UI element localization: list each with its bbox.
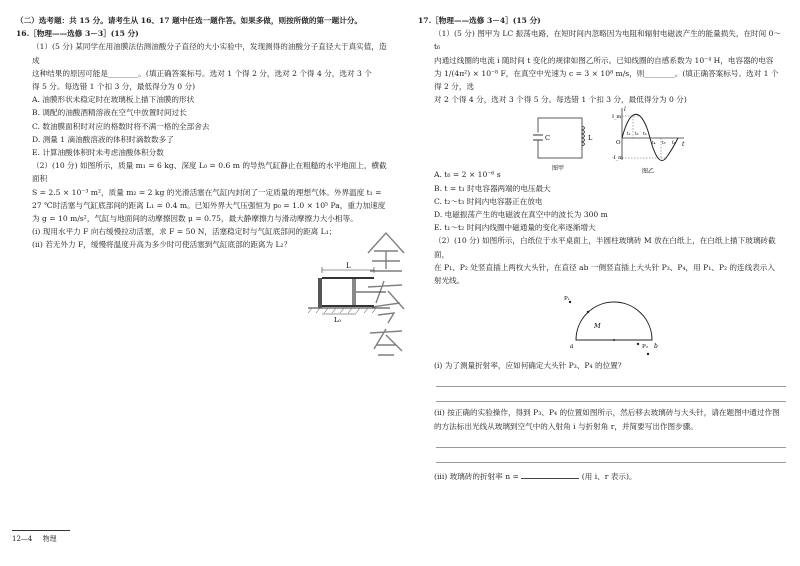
q16-p2-line: S = 2.5 × 10⁻³ m²，质量 m₂ = 2 kg 的光滑活塞在气缸内封闭了一定质量的理想气体。外界温度 t₁ = [32,187,382,197]
tick-t6: t₆ [672,141,676,146]
fig-label-l0: L₀ [334,316,341,324]
q17-p1-line: 内通过线圈的电流 i 随时间 t 变化的规律如图乙所示。已知线圈的自感系数为 10⁻⁴ H，电容器的电容 [434,55,774,65]
q16-p2-line: （2）(10 分) 如图所示，质量 m₁ = 6 kg、深度 L₀ = 0.6 m 的导热气缸静止在粗糙的水平地面上，横截面积 [32,161,387,184]
q16-options [16,93,394,159]
watermark-stamp [358,225,414,365]
q17-sub3-pre: (iii) 玻璃砖的折射率 n = [434,471,519,481]
subject-label: 物理 [42,535,57,543]
q17-heading: 17.［物理——选修 3－4］(15 分) [418,16,541,25]
label-im: I_m [612,114,622,120]
pin-p4 [647,353,649,355]
label-b: b [654,343,658,350]
q16-part2 [16,159,394,251]
answer-line[interactable] [436,433,786,448]
q17-p1-line: 为 1/(4π²) × 10⁻⁸ F，在真空中光速为 c = 3 × 10⁸ m/s，则________。(填正确答案标号。选对 1 个得 2 分，选 [434,68,779,92]
q17-option: A. t₆ = 2 × 10⁻⁶ s [434,170,501,180]
label-c: C [545,134,550,142]
axis-label-i: i [624,106,626,113]
left-column [16,14,394,252]
tick-t5: t₅ [662,141,666,146]
tick-t1: t₁ [627,132,631,137]
answer-line[interactable] [436,372,786,387]
q16-option: A. 油膜形状未稳定时在玻璃板上描下油膜的形状 [32,95,195,105]
pin-p2 [587,311,589,313]
axis-label-t: t [682,141,685,148]
tick-t4: t₄ [652,141,656,146]
label-m: M [594,322,601,330]
q16-p2-line: 27 ℃时活塞与气缸底部间的距离 L₁ = 0.4 m。已知外界大气压强恒为 p₀ = 1.0 × 10⁵ Pa，重力加速度 [32,200,386,210]
label-p2: P₂ [642,344,648,350]
q16-option: E. 计算油酸体积时未考虑油酸体积分数 [32,148,164,158]
q17-p1-line: 对 2 个得 4 分，选对 3 个得 5 分。每选错 1 个扣 3 分，最低得分为 0 分) [434,95,687,105]
q16-p1-line: （1）(5 分) 某同学在用油膜法估测油酸分子直径的大小实验中，发现测得的油酸分子直径大于真实值，造成 [32,42,387,65]
label-neg-im: -I_m [612,155,623,161]
q16-heading: 16.［物理——选修 3－3］(15 分) [16,29,139,39]
q16-p1-line: 得 5 分。每选错 1 个扣 3 分，最低得分为 0 分) [32,82,196,92]
right-column [418,14,786,483]
q17-option: B. t = t₁ 时电容器两端的电压最大 [434,183,551,193]
q16-option: C. 数油膜面积时对应的格数时将不满一格的全部舍去 [32,121,210,131]
q17-sub1: (i) 为了测量折射率，应如何确定大头针 P₃、P₄ 的位置？ [434,361,626,371]
q17-sub2-line: 的方法标出光线从玻璃到空气中的入射角 i 与折射角 r，并简要写出作图步骤。 [434,421,698,431]
q16-part1 [16,40,394,93]
page-footer [12,530,70,544]
section-header: （二）选考题：共 15 分。请考生从 16、17 题中任选一题作答。如果多做，则按所做的第一题计分。 [16,16,363,25]
lc-circuit-figure [532,112,596,172]
answer-line[interactable] [436,448,786,463]
q16-sub-question: (i) 现用水平力 F 向右缓慢拉动活塞，求 F = 50 N，活塞稳定时与气缸底部间的距离 L₁； [32,227,337,237]
origin-label: O [616,140,621,146]
q17-sub3-post: (用 i、r 表示)。 [581,471,637,481]
q17-sub3 [418,469,786,483]
watermark-graphic [358,225,414,365]
q17-sub2-line: (ii) 按正确的实验操作，得到 P₃、P₄ 的位置如图所示，然后移去玻璃砖与大头针，请在题图中通过作图 [434,408,780,418]
current-time-graph [612,104,688,176]
tick-t3: t₃ [643,132,647,137]
q17-option: C. t₂～t₃ 时间内电容器正在放电 [434,196,543,206]
q17-p2-line: 在 P₁、P₂ 处竖直插上两枚大头针，在直径 ab 一侧竖直插上大头针 P₃、P₄，用 P₁、P₂ 的连线表示入 [434,262,775,272]
q17-p1-line: （1）(5 分) 图甲为 LC 振荡电路，在短时间内忽略因为电阻和辐射电磁波产生的能量损失，在时间 0～t₆ [434,29,782,52]
q17-option: D. 电磁振荡产生的电磁波在真空中的波长为 300 m [434,210,608,220]
page-number: 12—4 [12,535,33,543]
q16-option: B. 调配的油酸酒精溶液在空气中放置时间过长 [32,108,187,118]
tick-t2: t₂ [635,132,639,137]
pin-p3 [637,343,639,345]
label-a: a [570,343,574,350]
fig-label-l: L [346,262,351,270]
q16-p2-line: 为 g = 10 m/s²，气缸与地面间的动摩擦因数 μ = 0.75，最大静摩擦力与滑动摩擦力大小相等。 [32,214,358,224]
q17-option: E. t₁～t₂ 时间内线圈中磁通量的变化率逐渐增大 [434,223,596,233]
lc-figure-space [418,106,786,168]
caption-jia: 图甲 [552,165,565,172]
q17-p2-line: （2）(10 分) 如图所示，白纸位于水平桌面上，半圆柱玻璃砖 M 放在白纸上，在白纸上描下玻璃砖截面， [434,236,776,259]
answer-line[interactable] [436,387,786,402]
answer-blank[interactable] [521,469,579,479]
semicircle-glass-figure [560,292,670,358]
caption-yi: 图乙 [642,168,655,175]
q16-p1-line: 这种结果的原因可能是________。(填正确答案标号。选对 1 个得 2 分，选对 2 个得 4 分，选对 3 个 [32,68,372,78]
q16-sub-question: (ii) 若无外力 F，缓慢将温度升高为多少时可使活塞到气缸底部的距离为 L₂？ [32,240,292,250]
q17-p2-line: 射光线。 [434,276,465,286]
label-p1: P₁ [564,296,570,302]
q16-option: D. 测量 1 滴油酸溶液的体积时滴数数多了 [32,134,174,144]
label-l: L [588,134,593,142]
